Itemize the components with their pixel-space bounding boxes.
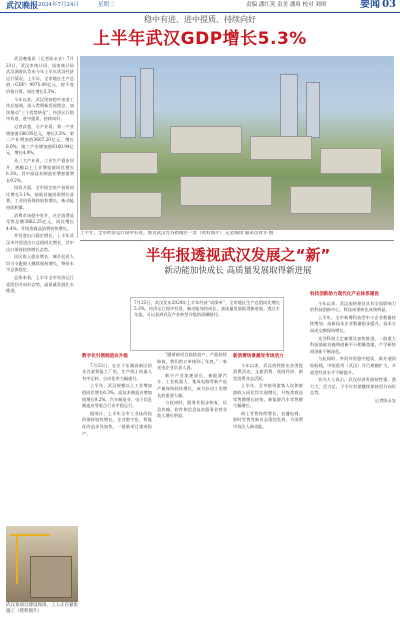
editor-credits: 责编 潘红英 责美 潘珞 校对 刘琪 <box>246 2 327 8</box>
story1-paragraph: 居民收入稳步增长，城乡居民人均可支配收入继续保持增长，物价水平总体稳定。 <box>6 254 74 273</box>
story2-subtitle: 新消费场景激发市场活力 <box>233 354 284 359</box>
story1-paragraph: 武汉晚报讯（记者陈永农）7月23日，武汉市统计局、国家统计局武汉调查队发布今年上半年武汉经济运行情况。上半年，全市地区生产总值（GDP）9975.09亿元，按不变价格计算，同比增长5.3%。 <box>6 56 74 94</box>
factory-building <box>100 152 158 174</box>
issue-date: 2024年7月24日 <box>38 2 79 8</box>
tower-building <box>140 68 154 138</box>
section-divider <box>80 240 394 241</box>
crane-jib <box>10 534 50 536</box>
story2-byline: 记者陈永农 <box>375 397 396 403</box>
story2-column <box>157 352 227 602</box>
story2-paragraph: 今年以来，武汉加快建设具有全国影响力的科技创新中心，科技成果转化成效明显。 <box>310 300 396 313</box>
story2-lead <box>130 297 284 351</box>
story2-paragraph: 据统计，上半年全市工业技改投资保持较快增长，企业数字化、智能化改造步伐加快，一批新项目建成投产。 <box>82 410 152 436</box>
story1-paragraph: 投资方面，全市固定资产投资同比增长3.1%，基础设施投资增长显著，工业投资保持较快增长，新动能持续积累。 <box>6 185 74 211</box>
story1-paragraph: 今年以来，武汉坚持稳中求进工作总基调，深入贯彻新发展理念，加快推动“三个优势转化”，经济运行稳中有进、进中提质、持续向好。 <box>6 96 74 122</box>
building-frame <box>30 556 72 598</box>
story2-paragraph: 光谷科创大走廊建设加快推进，一批重大科技基础设施和创新平台相继落地，产学研协同创新不断深化。 <box>310 335 396 354</box>
story2-paragraph: 业内人士表示，武汉经济发展韧性强、潜力大、活力足，下半年有望继续保持回升向好态势。 <box>310 377 396 396</box>
story1-headline: 上半年武汉GDP增长5.3% <box>93 29 307 49</box>
factory-building <box>250 136 312 160</box>
story2-paragraph: 上半年，全市新增科技型中小企业数量持续增加，高新技术企业数量稳步提升，技术合同成交额保持增长。 <box>310 314 396 333</box>
page-number: 03 <box>382 0 396 10</box>
story1-paragraph: 外贸进出口稳定增长，上半年武汉市外贸进出口总值同比增长，其中出口保持较快增长态势。 <box>6 233 74 252</box>
story2-column <box>310 290 396 620</box>
story1-kicker: 稳中有进、进中提质、持续向好 <box>144 15 256 24</box>
story2-lead-text: 7月23日，武汉发布2024年上半年经济“成绩单”，全市地区生产总值同比增长5.3%。经济运行稳中有进，新动能加快成长，高质量发展取得新进展。透过半年报，可以看到武汉产业转型升级的清晰路径。 <box>134 300 280 318</box>
story1-paragraph: 记者获悉，分产业看，第一产业增加值186.95亿元，增长3.3%；第二产业增加值3607.20亿元，增长6.0%；第三产业增加值6180.94亿元，增长4.9%。 <box>6 123 74 156</box>
story2-paragraph: “随着新项目陆续投产，产能持续释放，我们的订单排到了年底。”一家光电企业负责人说。 <box>157 352 227 371</box>
factory-building <box>290 186 372 214</box>
story2-paragraph: 上半年，全市接待游客人次和旅游收入同比均实现增长，升级类商品零售额增长较快，新能源汽车零售额大幅增长。 <box>233 383 303 409</box>
factory-building <box>170 126 242 154</box>
photo2-caption: 武汉某项目建设现场，工人正在紧张施工（资料图片） <box>6 603 78 614</box>
story1-paragraph: 总体来看，上半年全市经济运行延续回升向好态势，高质量发展扎实推进。 <box>6 275 74 294</box>
tower-building <box>306 82 320 138</box>
tower-building <box>280 74 298 138</box>
story2-headline: 半年报透视武汉发展之“新” <box>145 246 331 264</box>
story2-column <box>82 352 152 602</box>
section-title: 要闻 <box>360 0 380 10</box>
construction-site-photo <box>6 526 78 602</box>
story2-paragraph: 新兴产业加速成长，新能源汽车、工业机器人、集成电路等新产品产量保持较快增长，成为拉动工业增长的重要力量。 <box>157 372 227 398</box>
issue-weekday: 星期三 <box>98 2 115 8</box>
story1-body <box>6 56 74 523</box>
factory-building <box>90 192 162 218</box>
tower-building <box>120 76 136 138</box>
column-divider <box>77 56 78 238</box>
story2-subhead: 新动能加快成长 高质量发展取得新进展 <box>164 266 312 276</box>
photo1-caption: 上半年，全市经济运行稳中有进。图为武汉光谷新城区一景（资料图片） 记者熊琦 通讯员黄冬 摄 <box>80 231 274 236</box>
masthead <box>0 0 400 13</box>
factory-building <box>320 148 382 174</box>
story2-paragraph: 今年以来，武汉持续推出各类促消费活动，文旅消费、夜间经济、新型消费业态活跃。 <box>233 362 303 381</box>
aerial-city-photo <box>80 56 394 230</box>
story1-paragraph: 消费市场稳中有升，社会消费品零售总额3862.25亿元，同比增长4.4%，升级类商品消费较快增长。 <box>6 212 74 231</box>
crane-mast <box>16 534 18 584</box>
story2-subtitle: 数字化引领制造业升级 <box>82 354 128 359</box>
factory-building <box>180 176 272 206</box>
story2-paragraph: 与此同时，外资外贸稳中提质，新开通国际航线，中欧班列（武汉）开行规模扩大，开放型经济水平不断提升。 <box>310 356 396 375</box>
story2-paragraph: 7月23日，在位于东湖高新区的光谷某智能工厂里，生产线上机器人有序运转，自动化率大幅提升。 <box>82 362 152 381</box>
story1-paragraph: 从三大产业看，工业生产稳步回升，规模以上工业增加值同比增长6.3%，其中高技术制造业增加值增长9.2%。 <box>6 157 74 183</box>
story2-column <box>233 352 303 602</box>
story2-paragraph: 与此同时，服务业稳步恢复，信息传输、软件和信息技术服务业营业收入增长明显。 <box>157 400 227 419</box>
story2-paragraph: 上半年，武汉规模以上工业增加值同比增长6.3%，高技术制造业增加值增长9.2%，汽车制造业、电子信息制造业等重点行业平稳运行。 <box>82 383 152 409</box>
story2-subtitle: 科技创新助力现代化产业体系建设 <box>310 292 379 297</box>
newspaper-logo: 武汉晚报 <box>6 0 38 10</box>
story2-paragraph: 网上零售持续增长，直播电商、即时零售等新业态蓬勃发展，为消费市场注入新动能。 <box>233 410 303 429</box>
